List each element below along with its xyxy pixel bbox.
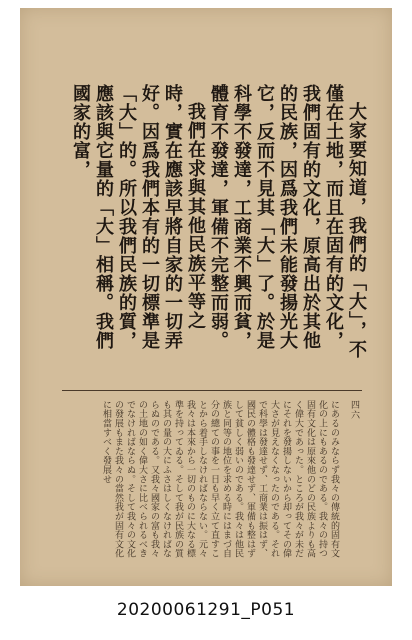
paragraph-1: 大家要知道，我們的「大」，不僅在土地，而且在固有的文化，我們固有的文化，原高出於其他的民族，因爲我們未能發揚光大它，反而不見其「大」了。於是科學不發達，工商業不興而貧，體育不發達，軍備不完整而弱。	[208, 84, 367, 359]
paragraph-2: 我們在求與其他民族平等之時，實在應該早將自家的一切弄好。因爲我們本有的一切標準是「大」的。所以我們民族的質，應該與它量的「大」相稱。我們國家的富，	[70, 84, 206, 350]
archive-id-caption: 20200061291_P051	[116, 600, 296, 620]
page-number: 四六	[349, 400, 359, 420]
japanese-translation-text: にあるのみならず我々の傳統的固有文化の上にもあるのである。我々の持つ固有文化は原來他のどの民族よりも高く偉大であった。ところが我々が未だにそれを發揚しないから却ってその偉大さが見えなくなったのである。それで科學は發達せず、工商業は振はず、國民の體格も發達せず、軍備も整はずして貧しく弱いのである。我々は他民族と同等の地位を求める時にはまづ自分の總ての事を一日も早く立て直すことから着手しなければならない。元々我々は本來から一切のものに大なる標準を持ってゐる。そして我が民族の質も其の量の大にふさはしくなければならぬのである。又我々國家の富も我々の土地の如く偉大さに比べられるべきでなければならぬ。そして我々の文化の發展もまた我々の當然我が固有文化に相當すべく發展せ	[101, 400, 339, 559]
section-divider	[62, 390, 362, 391]
document-page	[20, 8, 392, 586]
main-chinese-text	[50, 84, 368, 367]
